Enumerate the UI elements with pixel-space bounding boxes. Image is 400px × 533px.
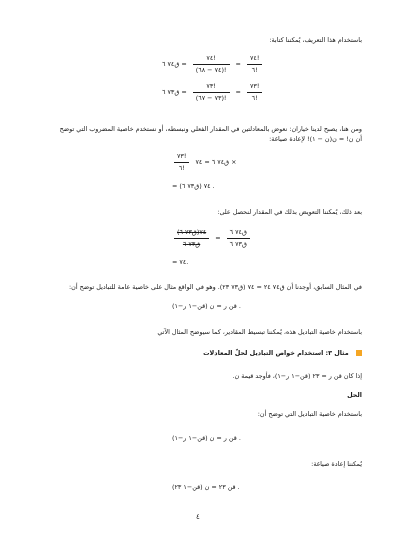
example-title: مثال ٣: استخدام خواص التباديل لحلّ المعادلات [203, 349, 349, 357]
orange-square-icon [356, 350, 362, 356]
fraction-denominator: (٧٤ − ٦٨)! [195, 66, 227, 74]
fraction-denominator: ق٧٣ ٦ [229, 240, 247, 248]
fraction [247, 54, 262, 75]
paragraph: في المثال السابق، أوجدنا أن ق٧٤ ٢٤ = ٧٤ (ق٧٣ ٢٣). وهو في الواقع مثال على خاصية عامة للتباديل توضح أن: [68, 283, 362, 291]
example-heading [203, 349, 362, 357]
equation-6: = ٧٤. [172, 258, 189, 266]
equation-1: ق٧٤ ٦ = $\frac{٧٤!}{(٧٤ - ٦٨)!}$ = $\frac{٧٤!}{٦!}$ [160, 54, 264, 75]
solution-heading: الحل [347, 391, 362, 399]
fraction-numerator: ٧٤! [247, 54, 262, 65]
equation-2: ق٧٣ ٦ = $\frac{٧٣!}{(٧٣ - ٦٧)!}$ = $\frac{٧٣!}{٦!}$ [160, 82, 264, 103]
fraction [193, 54, 230, 75]
fraction-numerator: ٧٣! [247, 82, 262, 93]
equation-lhs: ق٧٤ ٦ = [162, 60, 187, 68]
fraction [174, 152, 189, 173]
fraction-numerator: ٧٤! [193, 54, 230, 65]
fraction-denominator: ٦! [178, 164, 185, 172]
equation-5 [172, 228, 252, 249]
paragraph: ومن هنا، يصبح لدينا خياران: نعوض بالمعادلتين في المقدار الفعلي ونبسطه، أو نستخدم خاصية المضروب التي توضح [59, 125, 362, 133]
equals-sign: = [215, 234, 221, 242]
fraction-numerator: ق٧٤ ٦ [227, 228, 250, 239]
equation-8: قن ر = ن (قن−١ ر−١) . [172, 434, 241, 442]
paragraph: أن ن! = ن(ن − ١)! لإعادة صياغة: [269, 135, 362, 143]
paragraph: بعد ذلك، يُمكننا التعويض بذلك في المقدار لنحصل على: [217, 208, 362, 216]
paragraph: باستخدام هذا التعريف، يُمكننا كتابة: [269, 36, 362, 44]
equation-lhs: ق٧٣ ٦ = [162, 88, 187, 96]
fraction-numerator: ٧٣! [193, 82, 230, 93]
fraction-denominator: ٦! [251, 66, 258, 74]
fraction [227, 228, 250, 249]
equation-4: = ٧٤ (ق٧٣ ٦) . [172, 182, 215, 190]
fraction-numerator: ٧٣! [174, 152, 189, 163]
equation-lhs: ق٧٤ ٦ = ٧٤ × [195, 158, 237, 166]
fraction [193, 82, 230, 103]
paragraph: باستخدام خاصية التباديل هذه، يُمكننا تبسيط المقادير، كما سيوضح المثال الآتي [157, 328, 362, 336]
equation-3 [172, 152, 239, 173]
equation-9: قن ٢٣ = ن (قن−١ ٢٣) . [172, 483, 240, 491]
equation-7: قن ر = ن (قن−١ ر−١) . [172, 302, 241, 310]
fraction-denominator: (٧٣ − ٦٧)! [195, 94, 227, 102]
fraction-numerator: ٧٤(ق٧٣ ٦) [174, 228, 209, 239]
fraction-denominator: ق٧٣ ٦ [182, 240, 201, 248]
fraction [174, 228, 209, 249]
paragraph: إذا كان قن ر = ٢٣ (قن−١ ر−١)، فأوجد قيمة ن. [232, 372, 362, 380]
fraction [247, 82, 262, 103]
paragraph: يُمكننا إعادة صياغة: [311, 460, 362, 468]
paragraph: باستخدام خاصية التباديل التي توضح أن: [257, 410, 362, 418]
fraction-denominator: ٦! [251, 94, 258, 102]
page-number: ٤ [196, 513, 200, 521]
